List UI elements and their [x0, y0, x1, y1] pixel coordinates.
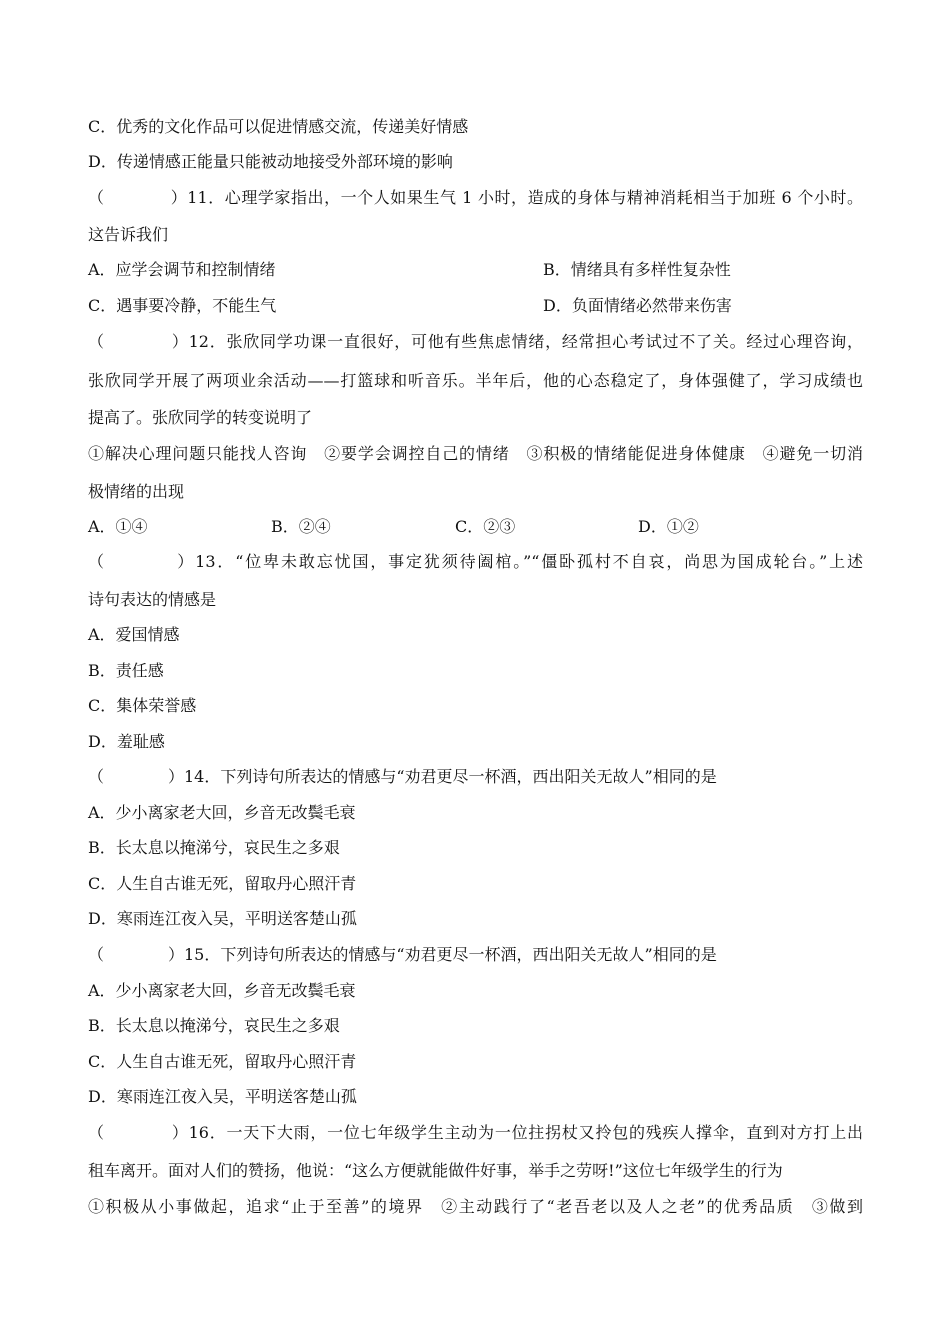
q12-option-a: A．①④ — [88, 517, 148, 536]
option-d-prev: D．传递情感正能量只能被动地接受外部环境的影响 — [88, 152, 453, 171]
q11-option-b: B．情绪具有多样性复杂性 — [543, 260, 731, 279]
q15-option-a: A．少小离家老大回，乡音无改鬓毛衰 — [88, 981, 356, 1000]
q14-option-d: D．寒雨连江夜入吴，平明送客楚山孤 — [88, 909, 357, 928]
q13-option-c: C．集体荣誉感 — [88, 696, 197, 715]
question-12-statements: ①解决心理问题只能找人咨询 ②要学会调控自己的情绪 ③积极的情绪能促进身体健康 ④避免一切消 — [88, 444, 863, 463]
q12-option-b: B．②④ — [271, 517, 331, 536]
question-12-stem: （ ）12．张欣同学功课一直很好，可他有些焦虑情绪，经常担心考试过不了关。经过心理咨询， — [88, 332, 863, 351]
q13-option-d: D．羞耻感 — [88, 732, 165, 751]
question-11-options-row1 — [88, 259, 863, 281]
question-14-stem: （ ）14．下列诗句所表达的情感与“劝君更尽一杯酒，西出阳关无故人”相同的是 — [88, 767, 717, 786]
question-13-stem: （ ）13．“位卑未敢忘忧国，事定犹须待阖棺。”“僵卧孤村不自哀，尚思为国成轮台。”上述 — [88, 552, 863, 571]
q12-option-c: C．②③ — [455, 517, 516, 536]
q11-option-c: C．遇事要冷静，不能生气 — [88, 296, 277, 315]
question-11-options-row2 — [88, 295, 863, 317]
q11-option-a: A．应学会调节和控制情绪 — [88, 260, 276, 279]
q14-option-c: C．人生自古谁无死，留取丹心照汗青 — [88, 874, 357, 893]
question-16-stem: （ ）16．一天下大雨，一位七年级学生主动为一位拄拐杖又拎包的残疾人撑伞，直到对方打上出 — [88, 1123, 863, 1142]
question-16-statements: ①积极从小事做起，追求“止于至善”的境界 ②主动践行了“老吾老以及人之老”的优秀品质 ③做到 — [88, 1197, 863, 1216]
q15-option-d: D．寒雨连江夜入吴，平明送客楚山孤 — [88, 1087, 357, 1106]
question-11-stem-cont: 这告诉我们 — [88, 225, 169, 244]
question-12-stem-cont2: 提高了。张欣同学的转变说明了 — [88, 408, 313, 427]
question-12-options — [88, 516, 863, 538]
q11-option-d: D．负面情绪必然带来伤害 — [543, 296, 732, 315]
q14-option-b: B．长太息以掩涕兮，哀民生之多艰 — [88, 838, 340, 857]
question-16-stem-cont: 租车离开。面对人们的赞扬，他说：“这么方便就能做件好事，举手之劳呀!”这位七年级学生的行为 — [88, 1161, 783, 1180]
q13-option-b: B．责任感 — [88, 661, 164, 680]
question-11-stem: （ ）11．心理学家指出，一个人如果生气 1 小时，造成的身体与精神消耗相当于加班 6 个小时。 — [88, 188, 863, 207]
q15-option-c: C．人生自古谁无死，留取丹心照汗青 — [88, 1052, 357, 1071]
option-c-prev: C．优秀的文化作品可以促进情感交流，传递美好情感 — [88, 117, 469, 136]
q12-option-d: D．①② — [638, 517, 699, 536]
question-12-statements-cont: 极情绪的出现 — [88, 482, 185, 501]
q13-option-a: A．爱国情感 — [88, 625, 180, 644]
q14-option-a: A．少小离家老大回，乡音无改鬓毛衰 — [88, 803, 356, 822]
question-12-stem-cont1: 张欣同学开展了两项业余活动——打篮球和听音乐。半年后，他的心态稳定了，身体强健了，学习成绩也 — [88, 371, 863, 390]
question-13-stem-cont: 诗句表达的情感是 — [88, 590, 217, 609]
question-15-stem: （ ）15．下列诗句所表达的情感与“劝君更尽一杯酒，西出阳关无故人”相同的是 — [88, 945, 717, 964]
q15-option-b: B．长太息以掩涕兮，哀民生之多艰 — [88, 1016, 340, 1035]
